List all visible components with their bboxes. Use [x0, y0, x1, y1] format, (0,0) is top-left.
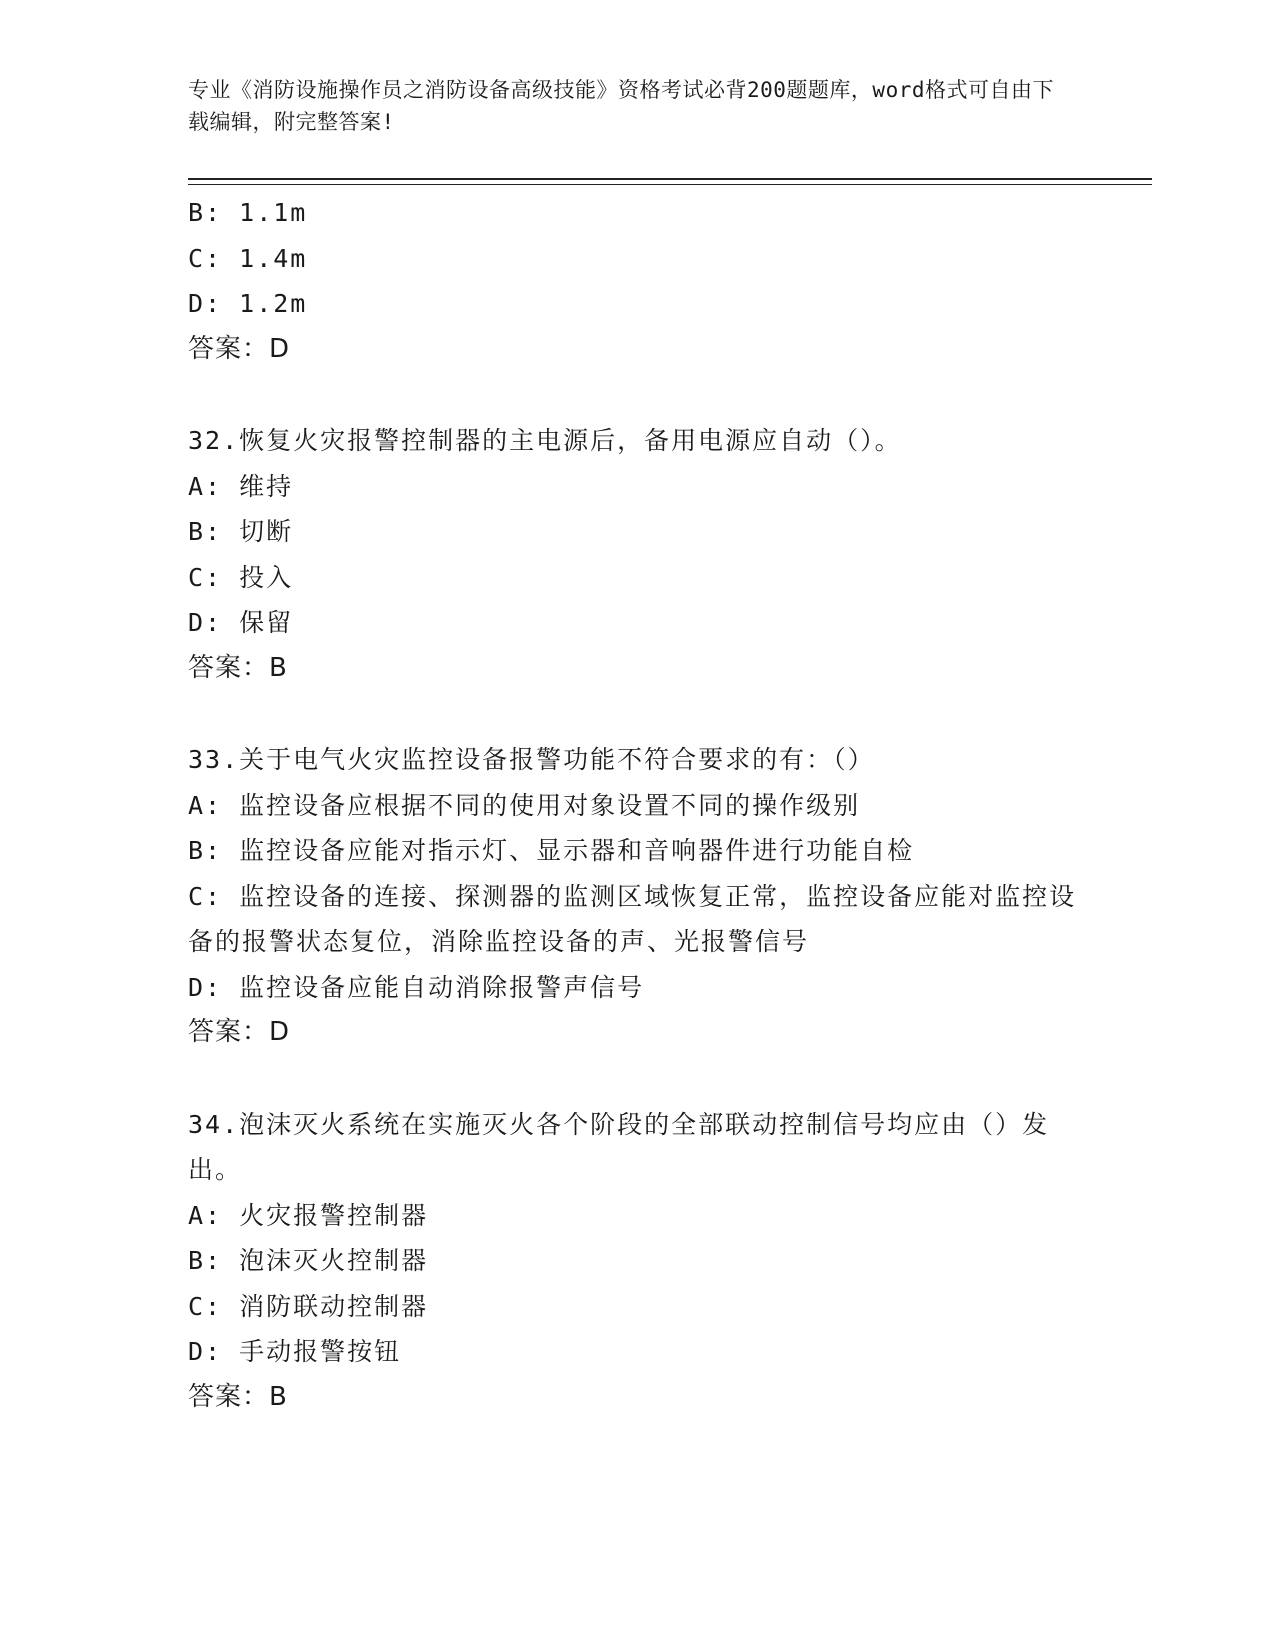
spacer: [188, 691, 1088, 737]
option-d: D: 手动报警按钮: [188, 1337, 402, 1366]
answer-line: 答案：B: [188, 652, 288, 683]
spacer: [188, 1056, 1088, 1102]
option-c: C: 1.4m: [188, 243, 308, 273]
question-33: [188, 737, 1088, 1056]
option-c: C: 监控设备的连接、探测器的监测区域恢复正常，监控设备应能对监控设备的报警状态复位，消除监控设备的声、光报警信号: [188, 881, 1077, 956]
question-stem: 34.泡沫灭火系统在实施灭火各个阶段的全部联动控制信号均应由（）发出。: [188, 1109, 1050, 1184]
header-rule-thick: [188, 178, 1152, 180]
answer-line: 答案：D: [188, 1017, 291, 1047]
spacer: [188, 372, 1088, 418]
question-31-continued: [188, 190, 1088, 372]
option-a: A: 监控设备应根据不同的使用对象设置不同的操作级别: [188, 790, 861, 820]
question-32: [188, 418, 1088, 691]
header-rule-thin: [188, 184, 1152, 185]
option-b: B: 1.1m: [188, 198, 308, 227]
option-a: A: 维持: [188, 471, 294, 501]
answer-line: 答案：B: [188, 1381, 288, 1412]
answer-line: 答案：D: [188, 333, 291, 364]
question-34: [188, 1102, 1088, 1421]
option-b: B: 切断: [188, 517, 294, 546]
option-a: A: 火灾报警控制器: [188, 1200, 429, 1230]
option-b: B: 监控设备应能对指示灯、显示器和音响器件进行功能自检: [188, 836, 915, 865]
option-c: C: 投入: [188, 562, 294, 592]
question-stem: 32.恢复火灾报警控制器的主电源后，备用电源应自动（）。: [188, 426, 902, 455]
option-c: C: 消防联动控制器: [188, 1291, 429, 1321]
question-stem: 33.关于电气火灾监控设备报警功能不符合要求的有：（）: [188, 745, 875, 774]
option-d: D: 保留: [188, 608, 294, 637]
option-d: D: 监控设备应能自动消除报警声信号: [188, 972, 645, 1002]
option-d: D: 1.2m: [188, 289, 308, 318]
option-b: B: 泡沫灭火控制器: [188, 1246, 429, 1275]
document-header: 专业《消防设施操作员之消防设备高级技能》资格考试必背200题题库，word格式可自由下载编辑，附完整答案!: [188, 78, 1054, 134]
question-content: [188, 190, 1088, 1420]
